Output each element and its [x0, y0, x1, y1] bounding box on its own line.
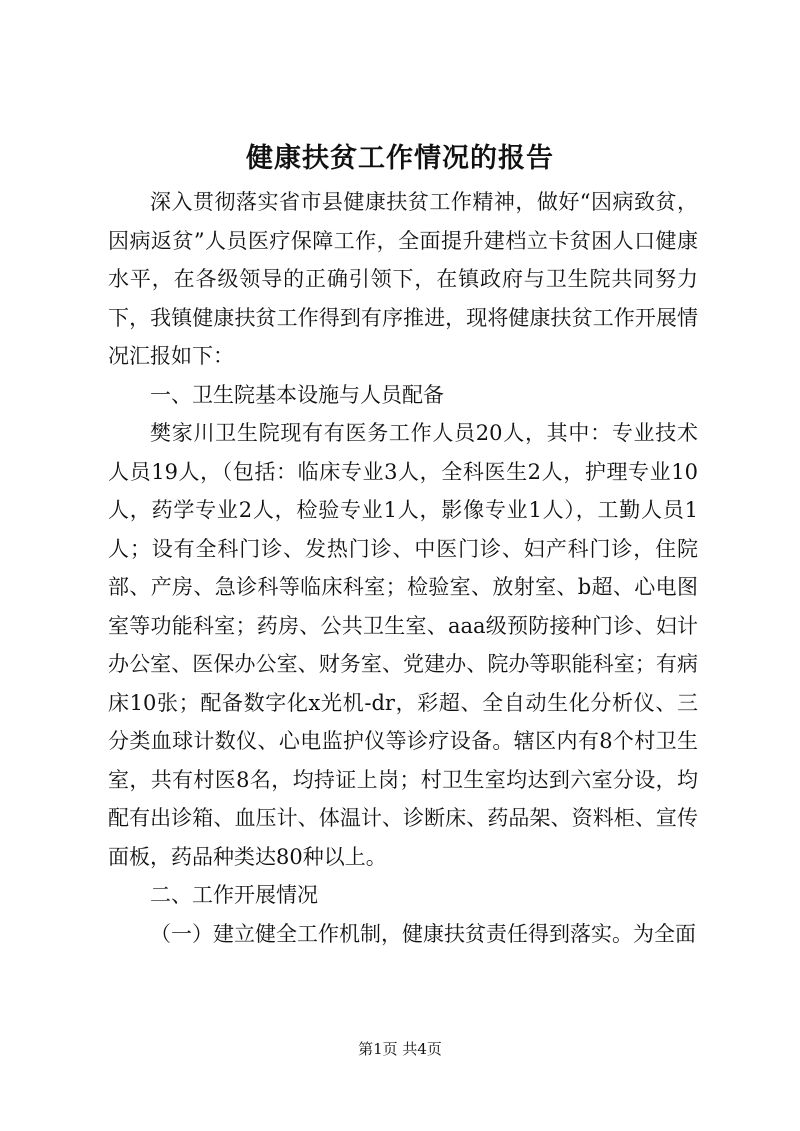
document-title: 健康扶贫工作情况的报告	[246, 143, 554, 174]
section-heading-1: 一、卫生院基本设施与人员配备	[150, 382, 444, 407]
intro-paragraph: 深入贯彻落实省市县健康扶贫工作精神，做好“因病致贫，因病返贫”人员医疗保障工作，全面提升建档立卡贫困人口健康水平，在各级领导的正确引领下，在镇政府与卫生院共同努力下，我镇健康扶贫工作得到有序推进，现将健康扶贫工作开展情况汇报如下：	[108, 190, 698, 368]
page-number-footer: 第1页 共4页	[358, 1040, 442, 1058]
document-body	[108, 183, 698, 953]
facilities-paragraph: 樊家川卫生院现有有医务工作人员20人，其中：专业技术人员19人，（包括：临床专业3人，全科医生2人，护理专业10人，药学专业2人，检验专业1人，影像专业1人），工勤人员1人；设有全科门诊、发热门诊、中医门诊、妇产科门诊，住院部、产房、急诊科等临床科室；检验室、放射室、b超、心电图室等功能科室；药房、公共卫生室、aaa级预防接种门诊、妇计办公室、医保办公室、财务室、党建办、院办等职能科室；有病床10张；配备数字化x光机-dr，彩超、全自动生化分析仪、三分类血球计数仪、心电监护仪等诊疗设备。辖区内有8个村卫生室，共有村医8名，均持证上岗；村卫生室均达到六室分设，均配有出诊箱、血压计、体温计、诊断床、药品架、资料柜、宣传面板，药品种类达80种以上。	[108, 421, 698, 869]
work-mechanism-paragraph: （一）建立健全工作机制，健康扶贫责任得到落实。为全面	[150, 921, 696, 946]
section-heading-2: 二、工作开展情况	[150, 883, 318, 907]
